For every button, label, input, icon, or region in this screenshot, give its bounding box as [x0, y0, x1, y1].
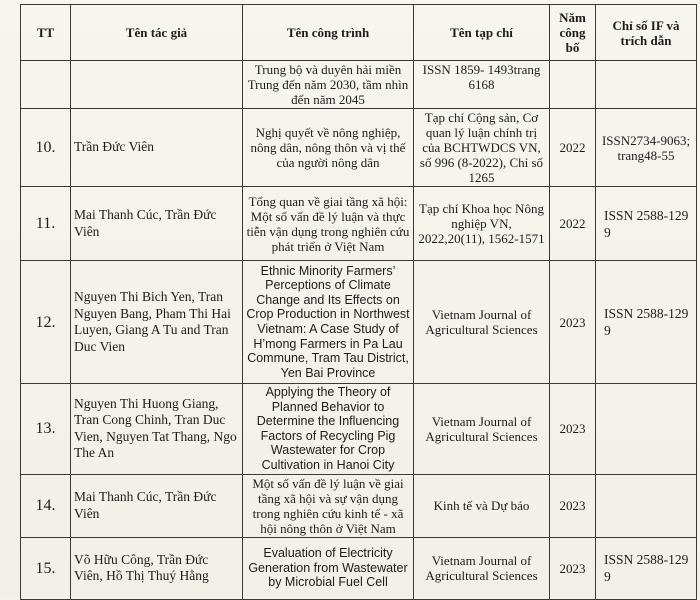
- row-author: Mai Thanh Cúc, Trần Đức Viên: [71, 187, 243, 261]
- row-if: [596, 474, 697, 537]
- row-tt: 10.: [21, 109, 71, 187]
- publications-table: [20, 4, 697, 600]
- row-work: Một số vấn đề lý luận về giai tầng xã hội và sự vận dụng trong nghiên cứu kinh tế - xã hội nông thôn ở Việt Nam: [243, 474, 414, 537]
- row-work: Trung bộ và duyên hải miền Trung đến năm 2030, tầm nhìn đến năm 2045: [243, 61, 414, 109]
- row-work: Evaluation of Electricity Generation from Wastewater by Microbial Fuel Cell: [243, 537, 414, 599]
- header-row: [21, 5, 697, 61]
- row-tt: 11.: [21, 187, 71, 261]
- row-journal: Tạp chí Khoa học Nông nghiệp VN, 2022,20(11), 1562-1571: [414, 187, 550, 261]
- table-row: [21, 537, 697, 599]
- row-journal: ISSN 1859- 1493trang 6168: [414, 61, 550, 109]
- header-journal: Tên tạp chí: [414, 5, 550, 61]
- row-if: ISSN 2588-129 9: [596, 261, 697, 384]
- row-journal: Vietnam Journal of Agricultural Sciences: [414, 537, 550, 599]
- table-row: [21, 384, 697, 475]
- row-author: [71, 61, 243, 109]
- row-if: ISSN2734-9063; trang48-55: [596, 109, 697, 187]
- header-work: Tên công trình: [243, 5, 414, 61]
- row-author: Nguyen Thi Huong Giang, Tran Cong Chinh, Tran Duc Vien, Nguyen Tat Thang, Ngo The An: [71, 384, 243, 475]
- row-journal: Vietnam Journal of Agricultural Sciences: [414, 261, 550, 384]
- header-tt: TT: [21, 5, 71, 61]
- row-journal: Vietnam Journal of Agricultural Sciences: [414, 384, 550, 475]
- row-tt: [21, 61, 71, 109]
- row-year: 2023: [550, 384, 596, 475]
- row-work: Tổng quan về giai tầng xã hội: Một số vấn đề lý luận và thực tiễn vận dụng trong nghiên cứu phát triển ở Việt Nam: [243, 187, 414, 261]
- row-work: Nghị quyết về nông nghiệp, nông dân, nông thôn và vị thế của người nông dân: [243, 109, 414, 187]
- row-if: ISSN 2588-129 9: [596, 187, 697, 261]
- row-if: [596, 384, 697, 475]
- row-year: 2022: [550, 187, 596, 261]
- header-year: Năm công bố: [550, 5, 596, 61]
- header-author: Tên tác giả: [71, 5, 243, 61]
- row-year: 2023: [550, 537, 596, 599]
- table-row: [21, 61, 697, 109]
- row-tt: 15.: [21, 537, 71, 599]
- table-row: [21, 187, 697, 261]
- row-year: 2023: [550, 261, 596, 384]
- row-tt: 14.: [21, 474, 71, 537]
- row-journal: Tạp chí Cộng sản, Cơ quan lý luận chính trị của BCHTWDCS VN, số 996 (8-2022), Chỉ số 1265: [414, 109, 550, 187]
- row-year: [550, 61, 596, 109]
- row-year: 2023: [550, 474, 596, 537]
- table-row: [21, 474, 697, 537]
- table-row: [21, 261, 697, 384]
- row-if: [596, 61, 697, 109]
- row-author: Võ Hữu Công, Trần Đức Viên, Hồ Thị Thuý Hằng: [71, 537, 243, 599]
- row-if: ISSN 2588-129 9: [596, 537, 697, 599]
- row-tt: 12.: [21, 261, 71, 384]
- row-tt: 13.: [21, 384, 71, 475]
- row-author: Trần Đức Viên: [71, 109, 243, 187]
- row-author: Mai Thanh Cúc, Trần Đức Viên: [71, 474, 243, 537]
- row-work: Applying the Theory of Planned Behavior to Determine the Influencing Factors of Recycling Pig Wastewater for Crop Cultivation in Hanoi City: [243, 384, 414, 475]
- row-work: Ethnic Minority Farmers’ Perceptions of Climate Change and Its Effects on Crop Production in Northwest Vietnam: A Case Study of H’mong Farmers in Pa Lau Commune, Tram Tau District, Yen Bai Province: [243, 261, 414, 384]
- table-row: [21, 109, 697, 187]
- row-author: Nguyen Thi Bich Yen, Tran Nguyen Bang, Pham Thi Hai Luyen, Giang A Tu and Tran Duc Vien: [71, 261, 243, 384]
- header-if: Chỉ số IF và trích dẫn: [596, 5, 697, 61]
- row-year: 2022: [550, 109, 596, 187]
- row-journal: Kinh tế và Dự báo: [414, 474, 550, 537]
